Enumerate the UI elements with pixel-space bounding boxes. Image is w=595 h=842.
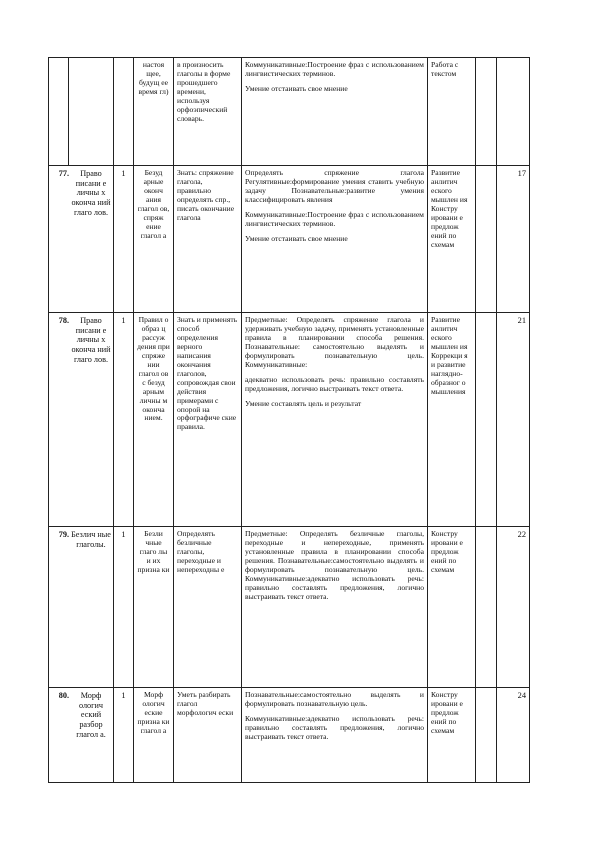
cell-blank xyxy=(476,527,497,688)
cell-activity: Констру ировани е предлож ений по схемам xyxy=(428,527,476,688)
table-row xyxy=(49,166,530,313)
cell-uud xyxy=(242,527,428,688)
lesson-topic: Морф ологич еский разбор глагол а. xyxy=(76,691,106,739)
lesson-topic: Право писани е личны х оконча ний глаго лов. xyxy=(71,169,111,217)
cell-hours: 1 xyxy=(114,527,134,688)
cell-blank xyxy=(476,166,497,313)
cell-page: 17 xyxy=(497,166,530,313)
cell-blank xyxy=(476,688,497,783)
uud-text: Умение отстаивать свое мнение xyxy=(245,83,348,93)
cell-activity: Развитие анлитич еского мышлен ия Коррекци я и развитие наглядно-образног о мышления xyxy=(428,313,476,527)
cell-hours xyxy=(114,58,134,166)
uud-text: Умение отстаивать свое мнение xyxy=(245,233,348,243)
cell-page: 22 xyxy=(497,527,530,688)
cell-activity: Работа с текстом xyxy=(428,58,476,166)
cell-hours: 1 xyxy=(114,166,134,313)
uud-text: Определять спряжение глагола Регулятивные:формирование умения ставить учебную задачу Познавательные:развитие умения классифицировать явления xyxy=(245,168,424,204)
cell-uud xyxy=(242,166,428,313)
cell-results: Уметь разбирать глагол морфологич ески xyxy=(174,688,242,783)
cell-page: 21 xyxy=(497,313,530,527)
uud-text: Предметные: Определять спряжение глагола и удерживать учебную задачу, применять установленные правила в планировании способа решения. Познавательные: самостоятельно выделять и формулировать познавательную цель. Коммуникативные: xyxy=(245,315,424,369)
cell-uud xyxy=(242,688,428,783)
lesson-plan-table xyxy=(48,57,530,783)
table-row xyxy=(49,313,530,527)
lesson-number: 78. xyxy=(58,316,69,325)
table-row xyxy=(49,688,530,783)
cell-results: Определять безличные глаголы, переходные и непереходны е xyxy=(174,527,242,688)
cell-page xyxy=(497,58,530,166)
cell-lesson-type: настоя щее, будущ ее время гл) xyxy=(134,58,174,166)
cell-results: Знать: спряжение глагола, правильно определять спр., писать окончание глагола xyxy=(174,166,242,313)
lesson-topic: Безлич ные глаголы. xyxy=(71,530,111,549)
table-row xyxy=(49,58,530,166)
cell-number-topic xyxy=(49,166,114,313)
lesson-number: 77. xyxy=(58,169,69,178)
cell-blank xyxy=(476,313,497,527)
cell-blank xyxy=(476,58,497,166)
cell-activity: Констру ировани е предлож ений по схемам xyxy=(428,688,476,783)
lesson-number: 79. xyxy=(58,530,69,539)
cell-uud xyxy=(242,58,428,166)
cell-topic xyxy=(69,58,114,166)
cell-lesson-type: Правил о образ ц рассуж дения при спряже нии глагол ов с безуд арным личны м оконча нием. xyxy=(134,313,174,527)
uud-text: адекватно использовать речь: правильно составлять предложения, логично выстраивать текст ответа. xyxy=(245,374,424,393)
cell-number-topic xyxy=(49,527,114,688)
cell-results: в произносить глаголы в форме прошедшего времени, используя орфоэпический словарь. xyxy=(174,58,242,166)
cell-hours: 1 xyxy=(114,688,134,783)
uud-text: Познавательные:самостоятельно выделять и формулировать познавательную цель. xyxy=(245,690,424,708)
cell-uud xyxy=(242,313,428,527)
cell-number-topic xyxy=(49,688,114,783)
cell-number-topic xyxy=(49,313,114,527)
lesson-number: 80. xyxy=(58,691,69,700)
lesson-topic: Право писани е личны х оконча ний глаго лов. xyxy=(71,316,111,364)
cell-activity: Развитие анлитич еского мышлен ия Констру ировани е предлож ений по схемам xyxy=(428,166,476,313)
table-row xyxy=(49,527,530,688)
cell-number xyxy=(49,58,69,166)
uud-text: Коммуникативные:Построение фраз с использованием лингвистических терминов. xyxy=(245,60,424,78)
cell-lesson-type: Морф ологич еские призна ки глагол а xyxy=(134,688,174,783)
cell-results: Знать и применять способ определения верного написания окончания глаголов, сопровождая свои действия примерами с опорой на орфографиче ские правила. xyxy=(174,313,242,527)
uud-text: Предметные: Определять безличные глаголы, переходные и непереходные, применять установленные правила в планировании способа решения. Познавательные:самостоятельно выделять и формулировать познавательную цель. Коммуникативные:адекватно использовать речь: правильно составлять предложения, логично выстраивать текст ответа. xyxy=(245,529,424,601)
cell-hours: 1 xyxy=(114,313,134,527)
uud-text: Умение составлять цель и результат xyxy=(245,398,362,408)
cell-lesson-type: Безуд арные оконч ания глагол ов, спряж ение глагол а xyxy=(134,166,174,313)
uud-text: Коммуникативные:адекватно использовать речь: правильно составлять предложения, логично выстраивать текст ответа. xyxy=(245,713,424,741)
uud-text: Коммуникативные:Построение фраз с использованием лингвистических терминов. xyxy=(245,209,424,228)
cell-page: 24 xyxy=(497,688,530,783)
cell-lesson-type: Безли чные глаго лы и их призна ки xyxy=(134,527,174,688)
